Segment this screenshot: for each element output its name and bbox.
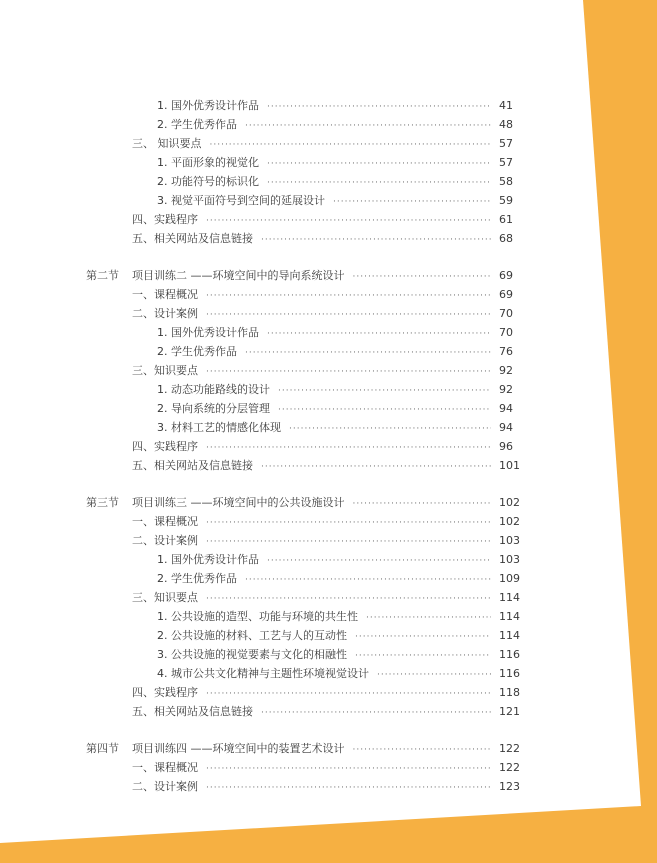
toc-entry (132, 134, 495, 155)
toc-entry (132, 739, 495, 760)
page-number: 103 (499, 534, 520, 547)
toc-entry (132, 361, 495, 382)
toc-row (0, 229, 657, 248)
toc-row (0, 172, 657, 191)
dot-leader (261, 704, 491, 723)
page-number: 92 (499, 383, 513, 396)
toc-entry (132, 493, 495, 514)
toc-row (0, 569, 657, 588)
toc-row (0, 456, 657, 475)
toc-row (0, 399, 657, 418)
page-number: 114 (499, 610, 520, 623)
page-number: 94 (499, 402, 513, 415)
toc-entry (132, 266, 495, 287)
toc-row (0, 304, 657, 323)
page-number: 102 (499, 496, 520, 509)
page-number: 69 (499, 288, 513, 301)
toc-entry (157, 172, 495, 193)
toc-entry (132, 777, 495, 798)
page-number: 96 (499, 440, 513, 453)
entry-title: 项目训练二 ——环境空间中的导向系统设计 (132, 269, 345, 282)
toc-entry (157, 342, 495, 363)
toc-entry (157, 96, 495, 117)
entry-title: 五、相关网站及信息链接 (132, 459, 253, 472)
entry-title: 项目训练三 ——环境空间中的公共设施设计 (132, 496, 345, 509)
toc-entry (132, 456, 495, 477)
page-number: 57 (499, 137, 513, 150)
toc-row (0, 531, 657, 550)
page-number: 121 (499, 705, 520, 718)
toc-entry (157, 607, 495, 628)
entry-title: 3. 公共设施的视觉要素与文化的相融性 (157, 648, 347, 661)
toc-entry (132, 758, 495, 779)
entry-title: 三、 知识要点 (132, 137, 202, 150)
page-number: 109 (499, 572, 520, 585)
page-number: 102 (499, 515, 520, 528)
toc-entry (132, 683, 495, 704)
toc-entry (132, 531, 495, 552)
entry-title: 三、知识要点 (132, 364, 198, 377)
toc-row (0, 588, 657, 607)
page-number: 59 (499, 194, 513, 207)
toc-entry (132, 210, 495, 231)
toc-entry (132, 229, 495, 250)
toc-entry (132, 512, 495, 533)
page-number: 61 (499, 213, 513, 226)
entry-title: 四、实践程序 (132, 686, 198, 699)
toc-entry (157, 664, 495, 685)
entry-title: 2. 功能符号的标识化 (157, 175, 259, 188)
toc-entry (157, 626, 495, 647)
toc-row (0, 96, 657, 115)
entry-title: 1. 平面形象的视觉化 (157, 156, 259, 169)
entry-title: 2. 导向系统的分层管理 (157, 402, 270, 415)
toc-row (0, 380, 657, 399)
toc-entry (157, 569, 495, 590)
toc-entry (132, 588, 495, 609)
page-number: 101 (499, 459, 520, 472)
entry-title: 一、课程概况 (132, 515, 198, 528)
page-number: 122 (499, 761, 520, 774)
page-number: 103 (499, 553, 520, 566)
entry-title: 四、实践程序 (132, 440, 198, 453)
page-number: 114 (499, 629, 520, 642)
page-number: 123 (499, 780, 520, 793)
page-number: 68 (499, 232, 513, 245)
page-number: 92 (499, 364, 513, 377)
toc-row (0, 266, 657, 285)
toc-row (0, 323, 657, 342)
toc-entry (157, 399, 495, 420)
toc-row (0, 777, 657, 796)
entry-title: 2. 公共设施的材料、工艺与人的互动性 (157, 629, 347, 642)
toc-entry (157, 550, 495, 571)
toc-entry (132, 437, 495, 458)
page-number: 122 (499, 742, 520, 755)
toc-entry (157, 153, 495, 174)
entry-title: 4. 城市公共文化精神与主题性环境视觉设计 (157, 667, 369, 680)
entry-title: 一、课程概况 (132, 288, 198, 301)
toc-row (0, 550, 657, 569)
dot-leader (206, 779, 491, 798)
entry-title: 3. 材料工艺的情感化体现 (157, 421, 281, 434)
toc-row (0, 683, 657, 702)
page-number: 41 (499, 99, 513, 112)
entry-title: 2. 学生优秀作品 (157, 572, 237, 585)
page-number: 116 (499, 648, 520, 661)
toc-row (0, 512, 657, 531)
entry-title: 一、课程概况 (132, 761, 198, 774)
toc-entry (157, 380, 495, 401)
toc-row (0, 664, 657, 683)
toc-entry (157, 418, 495, 439)
toc-entry (157, 115, 495, 136)
toc-entry (132, 702, 495, 723)
toc-row (0, 285, 657, 304)
entry-title: 四、实践程序 (132, 213, 198, 226)
page-number: 116 (499, 667, 520, 680)
page-number: 57 (499, 156, 513, 169)
toc-row (0, 134, 657, 153)
entry-title: 项目训练四 ——环境空间中的装置艺术设计 (132, 742, 345, 755)
entry-title: 1. 公共设施的造型、功能与环境的共生性 (157, 610, 358, 623)
toc-row (0, 115, 657, 134)
toc-entry (157, 191, 495, 212)
section-number: 第二节 (86, 269, 119, 282)
entry-title: 3. 视觉平面符号到空间的延展设计 (157, 194, 325, 207)
page-number: 76 (499, 345, 513, 358)
entry-title: 1. 国外优秀设计作品 (157, 326, 259, 339)
entry-title: 1. 国外优秀设计作品 (157, 99, 259, 112)
toc-row (0, 758, 657, 777)
page-number: 58 (499, 175, 513, 188)
page-number: 70 (499, 307, 513, 320)
toc-row (0, 645, 657, 664)
entry-title: 二、设计案例 (132, 534, 198, 547)
toc-row (0, 210, 657, 229)
page-number: 48 (499, 118, 513, 131)
page-number: 69 (499, 269, 513, 282)
entry-title: 五、相关网站及信息链接 (132, 232, 253, 245)
section-number: 第三节 (86, 496, 119, 509)
section-number: 第四节 (86, 742, 119, 755)
toc-row (0, 153, 657, 172)
toc-entry (157, 645, 495, 666)
toc-row (0, 702, 657, 721)
dot-leader (261, 458, 491, 477)
page-number: 70 (499, 326, 513, 339)
toc-row (0, 437, 657, 456)
page-number: 94 (499, 421, 513, 434)
toc-entry (157, 323, 495, 344)
toc-row (0, 739, 657, 758)
toc-entry (132, 285, 495, 306)
entry-title: 1. 国外优秀设计作品 (157, 553, 259, 566)
toc-row (0, 342, 657, 361)
entry-title: 五、相关网站及信息链接 (132, 705, 253, 718)
entry-title: 二、设计案例 (132, 307, 198, 320)
page-number: 118 (499, 686, 520, 699)
toc-row (0, 493, 657, 512)
page-number: 114 (499, 591, 520, 604)
entry-title: 三、知识要点 (132, 591, 198, 604)
toc-entry (132, 304, 495, 325)
toc-row (0, 191, 657, 210)
toc-row (0, 626, 657, 645)
dot-leader (261, 231, 491, 250)
toc-row (0, 418, 657, 437)
entry-title: 2. 学生优秀作品 (157, 345, 237, 358)
toc-row (0, 607, 657, 626)
entry-title: 1. 动态功能路线的设计 (157, 383, 270, 396)
entry-title: 2. 学生优秀作品 (157, 118, 237, 131)
entry-title: 二、设计案例 (132, 780, 198, 793)
toc-row (0, 361, 657, 380)
